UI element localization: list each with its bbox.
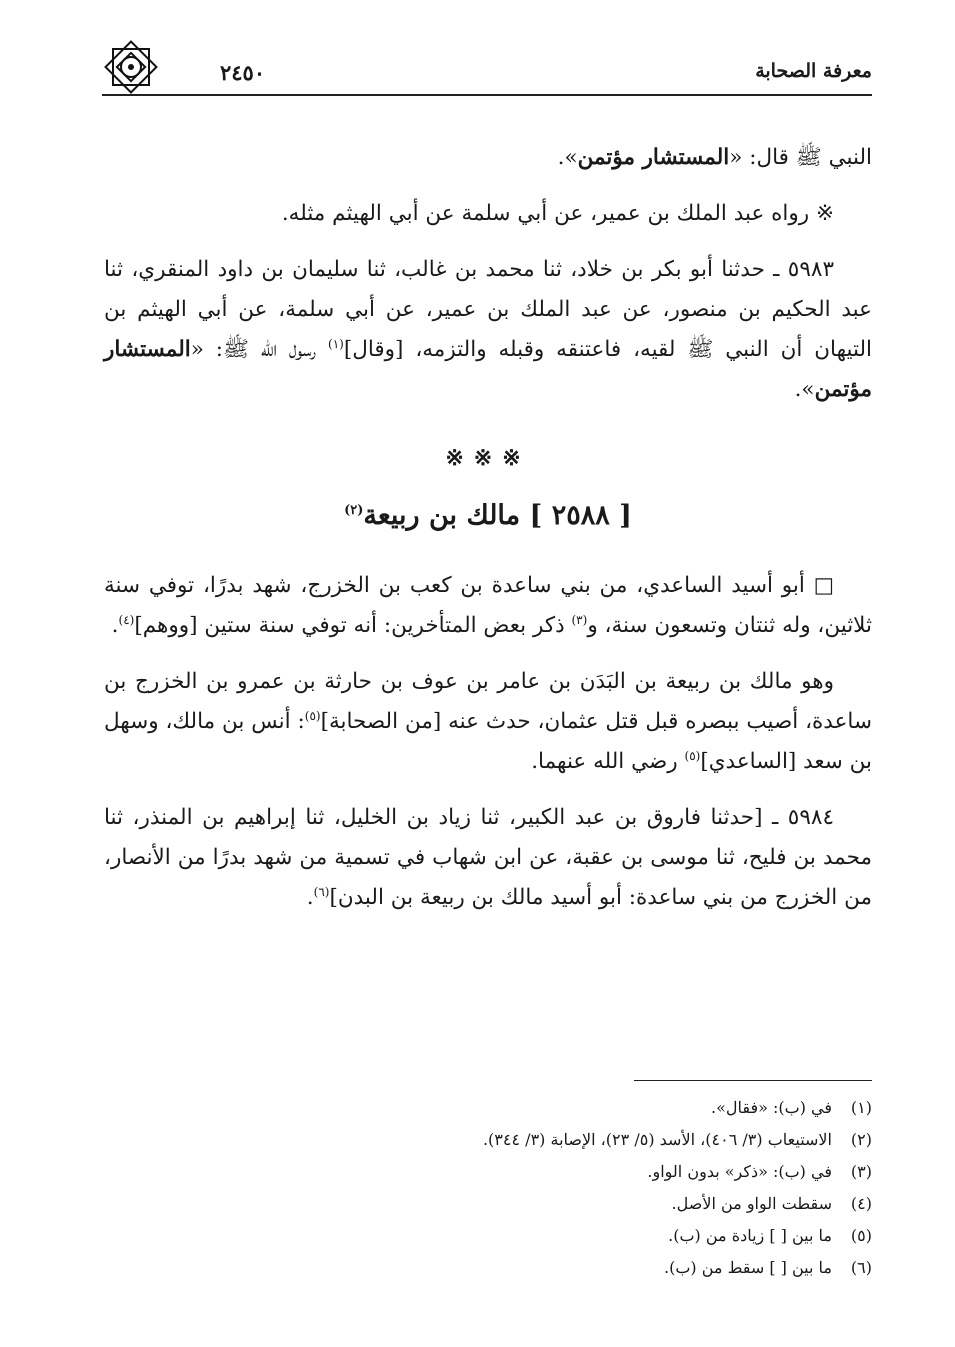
footnote-text: سقطت الواو من الأصل. (671, 1194, 832, 1213)
footnote-ref-1: (١) (328, 336, 344, 351)
footnote-ref-4: (٤) (118, 612, 135, 627)
lineage-paragraph: وهو مالك بن ربيعة بن البَدَن بن عامر بن عوف بن حارثة بن عمرو بن الخزرج بن ساعدة، أصيب ببصره قبل قتل عثمان، حدث عنه [من الصحابة]$^{(٥)}$: أنس بن مالك، وسهل بن سعد [الساعدي]$^{(٥)}$ رضي الله عنهما. (104, 669, 872, 774)
footnote-text: الاستيعاب (٣/ ٤٠٦)، الأسد (٥/ ٢٣)، الإصابة (٣/ ٣٤٤). (482, 1130, 832, 1149)
hadith-5983: ٥٩٨٣ ـ حدثنا أبو بكر بن خلاد، ثنا محمد بن غالب، ثنا سليمان بن داود المنقري، ثنا عبد الحكيم بن منصور، عن عبد الملك بن عمير، عن أبي سلمة، عن أبي الهيثم بن التيهان أن النبي ﷺ لقيه، فاعتنقه وقبله والتزمه، [وقال]$^{(١)}$ رسول الله ﷺ: «المستشار مؤتمن». (104, 257, 872, 402)
page-number: ٢٤٥٠ (220, 60, 266, 85)
page-body (104, 138, 872, 918)
footnote-item (172, 1092, 872, 1124)
hadith-5984: ٥٩٨٤ ـ [حدثنا فاروق بن عبد الكبير، ثنا زياد بن الخليل، ثنا إبراهيم بن المنذر، ثنا محمد بن فليح، ثنا موسى بن عقبة، عن ابن شهاب في تسمية من شهد بدرًا من الأنصار، من الخزرج من بني ساعدة: أبو أسيد مالك بن ربيعة بن البدن]$^{(٦)}$. (104, 805, 872, 910)
footnote-number: (٥) (850, 1226, 872, 1245)
entry-heading: [ ٢٥٨٨ ] مالك بن ربيعة$^{(٢)}$ (344, 500, 632, 531)
quote-bold: المستشار مؤتمن (104, 337, 872, 402)
footnote-ref-3: (٣) (571, 612, 588, 627)
footnote-ref-6: (٦) (313, 884, 330, 899)
footnote-item (172, 1252, 872, 1284)
running-title: معرفة الصحابة (755, 60, 872, 82)
footnote-item (172, 1124, 872, 1156)
paragraph-narration-note: ※ رواه عبد الملك بن عمير، عن أبي سلمة عن أبي الهيثم مثله. (281, 201, 834, 226)
footnote-item (172, 1156, 872, 1188)
footnote-number: (١) (850, 1098, 872, 1117)
star-ornament-icon (100, 36, 162, 98)
biography-paragraph: □ أبو أسيد الساعدي، من بني ساعدة بن كعب بن الخزرج، شهد بدرًا، توفي سنة ثلاثين، وله ثنتان وتسعون سنة، و$^{(٣)}$ ذكر بعض المتأخرين: أنه توفي سنة ستين [ووهم]$^{(٤)}$. (104, 573, 872, 638)
footnote-number: (٦) (850, 1258, 872, 1277)
footnote-text: في (ب): «فقال». (711, 1098, 832, 1117)
paragraph-continuation: النبي ﷺ قال: «المستشار مؤتمن». (557, 145, 872, 170)
footnote-item (172, 1220, 872, 1252)
footnote-divider (634, 1080, 872, 1081)
section-separator-stars: ※※※ (445, 445, 531, 471)
footnote-text: ما بين [ ] زيادة من (ب). (668, 1226, 832, 1245)
footnote-text: ما بين [ ] سقط من (ب). (664, 1258, 832, 1277)
page-header (102, 52, 872, 96)
footnote-number: (٢) (850, 1130, 872, 1149)
footnote-text: في (ب): «ذكر» بدون الواو. (647, 1162, 832, 1181)
footnote-ref-2: (٢) (344, 503, 364, 518)
quote-bold: المستشار مؤتمن (577, 145, 730, 170)
footnotes (172, 1092, 872, 1284)
footnote-number: (٣) (850, 1162, 872, 1181)
footnote-ref-5a: (٥) (304, 708, 321, 723)
footnote-item (172, 1188, 872, 1220)
footnote-number: (٤) (850, 1194, 872, 1213)
footnote-ref-5b: (٥) (684, 748, 701, 763)
